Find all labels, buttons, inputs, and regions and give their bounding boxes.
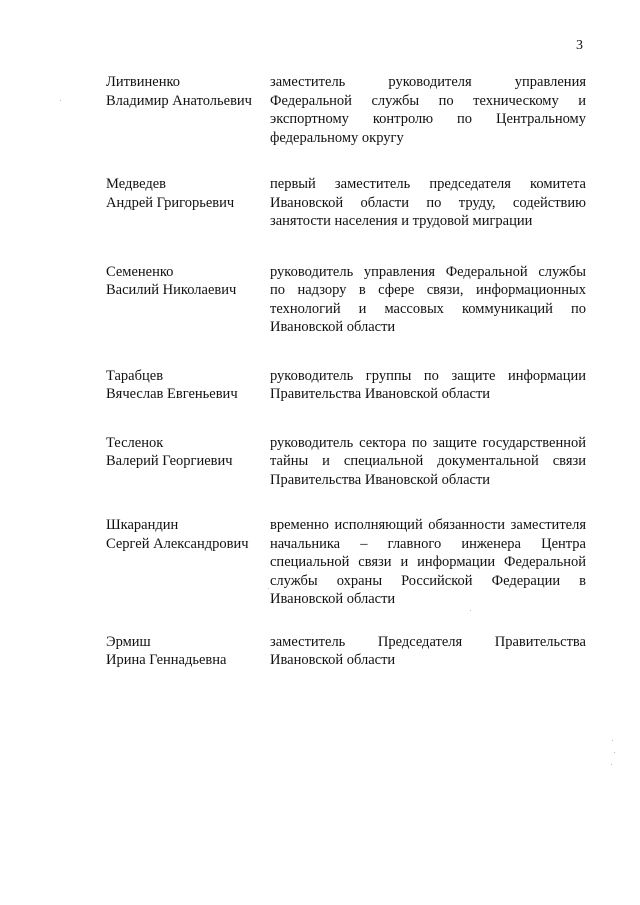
member-position [270, 434, 586, 490]
member-entry [106, 175, 586, 231]
member-surname: Эрмиш [106, 633, 151, 650]
scan-speck [611, 764, 612, 765]
member-name [106, 175, 270, 212]
member-position [270, 516, 586, 609]
position-line: занятости населения и трудовой миграции [270, 213, 533, 229]
position-line: заместитель руководителя управления [270, 74, 586, 90]
position-line: заместитель Председателя Правительства [270, 633, 586, 650]
member-entry [106, 73, 586, 147]
scan-speck [268, 588, 269, 589]
member-position [270, 367, 586, 404]
member-name [106, 73, 270, 110]
member-entry [106, 367, 586, 404]
position-line: Ивановской области [270, 652, 396, 668]
member-name [106, 434, 270, 471]
member-given-name: Сергей Александрович [106, 535, 249, 552]
member-name [106, 367, 270, 404]
position-line: Ивановской области по труду, содействию [270, 194, 586, 211]
position-line: службы охраны Российской Федерации в [270, 572, 586, 589]
member-entry [106, 633, 586, 670]
position-line: специальной связи и информации Федеральной [270, 554, 586, 570]
position-line: Правительства Ивановской области [270, 386, 491, 402]
position-line: руководитель сектора по защите государственной [270, 434, 586, 451]
scan-speck [614, 752, 615, 753]
member-entry [106, 434, 586, 490]
member-surname: Тарабцев [106, 367, 164, 384]
member-position [270, 73, 586, 147]
member-given-name: Ирина Геннадьевна [106, 652, 227, 668]
member-entry [106, 263, 586, 337]
member-position [270, 633, 586, 670]
member-given-name: Василий Николаевич [106, 282, 237, 298]
member-given-name: Владимир Анатольевич [106, 92, 252, 109]
position-line: тайны и специальной документальной связи [270, 453, 586, 469]
scan-speck [612, 740, 613, 741]
position-line: Ивановской области [270, 319, 396, 335]
position-line: по надзору в сфере связи, информационных [270, 282, 586, 298]
position-line: первый заместитель председателя комитета [270, 176, 586, 192]
member-name [106, 516, 270, 553]
member-surname: Шкарандин [106, 517, 179, 533]
position-line: Ивановской области [270, 591, 396, 607]
member-name [106, 633, 270, 670]
member-surname: Медведев [106, 176, 166, 192]
position-line: федеральному округу [270, 129, 404, 146]
member-surname: Семененко [106, 263, 174, 280]
page-number: 3 [576, 38, 583, 53]
position-line: временно исполняющий обязанности заместителя [270, 517, 586, 533]
position-line: экспортному контролю по Центральному [270, 111, 586, 127]
position-line: технологий и массовых коммуникаций по [270, 300, 586, 317]
position-line: руководитель управления Федеральной службы [270, 263, 586, 280]
member-given-name: Андрей Григорьевич [106, 194, 235, 211]
position-line: Правительства Ивановской области [270, 471, 491, 488]
scan-speck [60, 100, 61, 101]
member-entry [106, 516, 586, 609]
position-line: руководитель группы по защите информации [270, 367, 586, 384]
member-position [270, 263, 586, 337]
member-given-name: Валерий Георгиевич [106, 453, 233, 469]
member-surname: Тесленок [106, 434, 164, 451]
members-list [106, 73, 586, 670]
member-position [270, 175, 586, 231]
position-line: Федеральной службы по техническому и [270, 92, 586, 109]
member-surname: Литвиненко [106, 74, 181, 90]
member-name [106, 263, 270, 300]
position-line: начальника – главного инженера Центра [270, 535, 586, 552]
scan-speck [470, 610, 471, 611]
member-given-name: Вячеслав Евгеньевич [106, 386, 238, 402]
